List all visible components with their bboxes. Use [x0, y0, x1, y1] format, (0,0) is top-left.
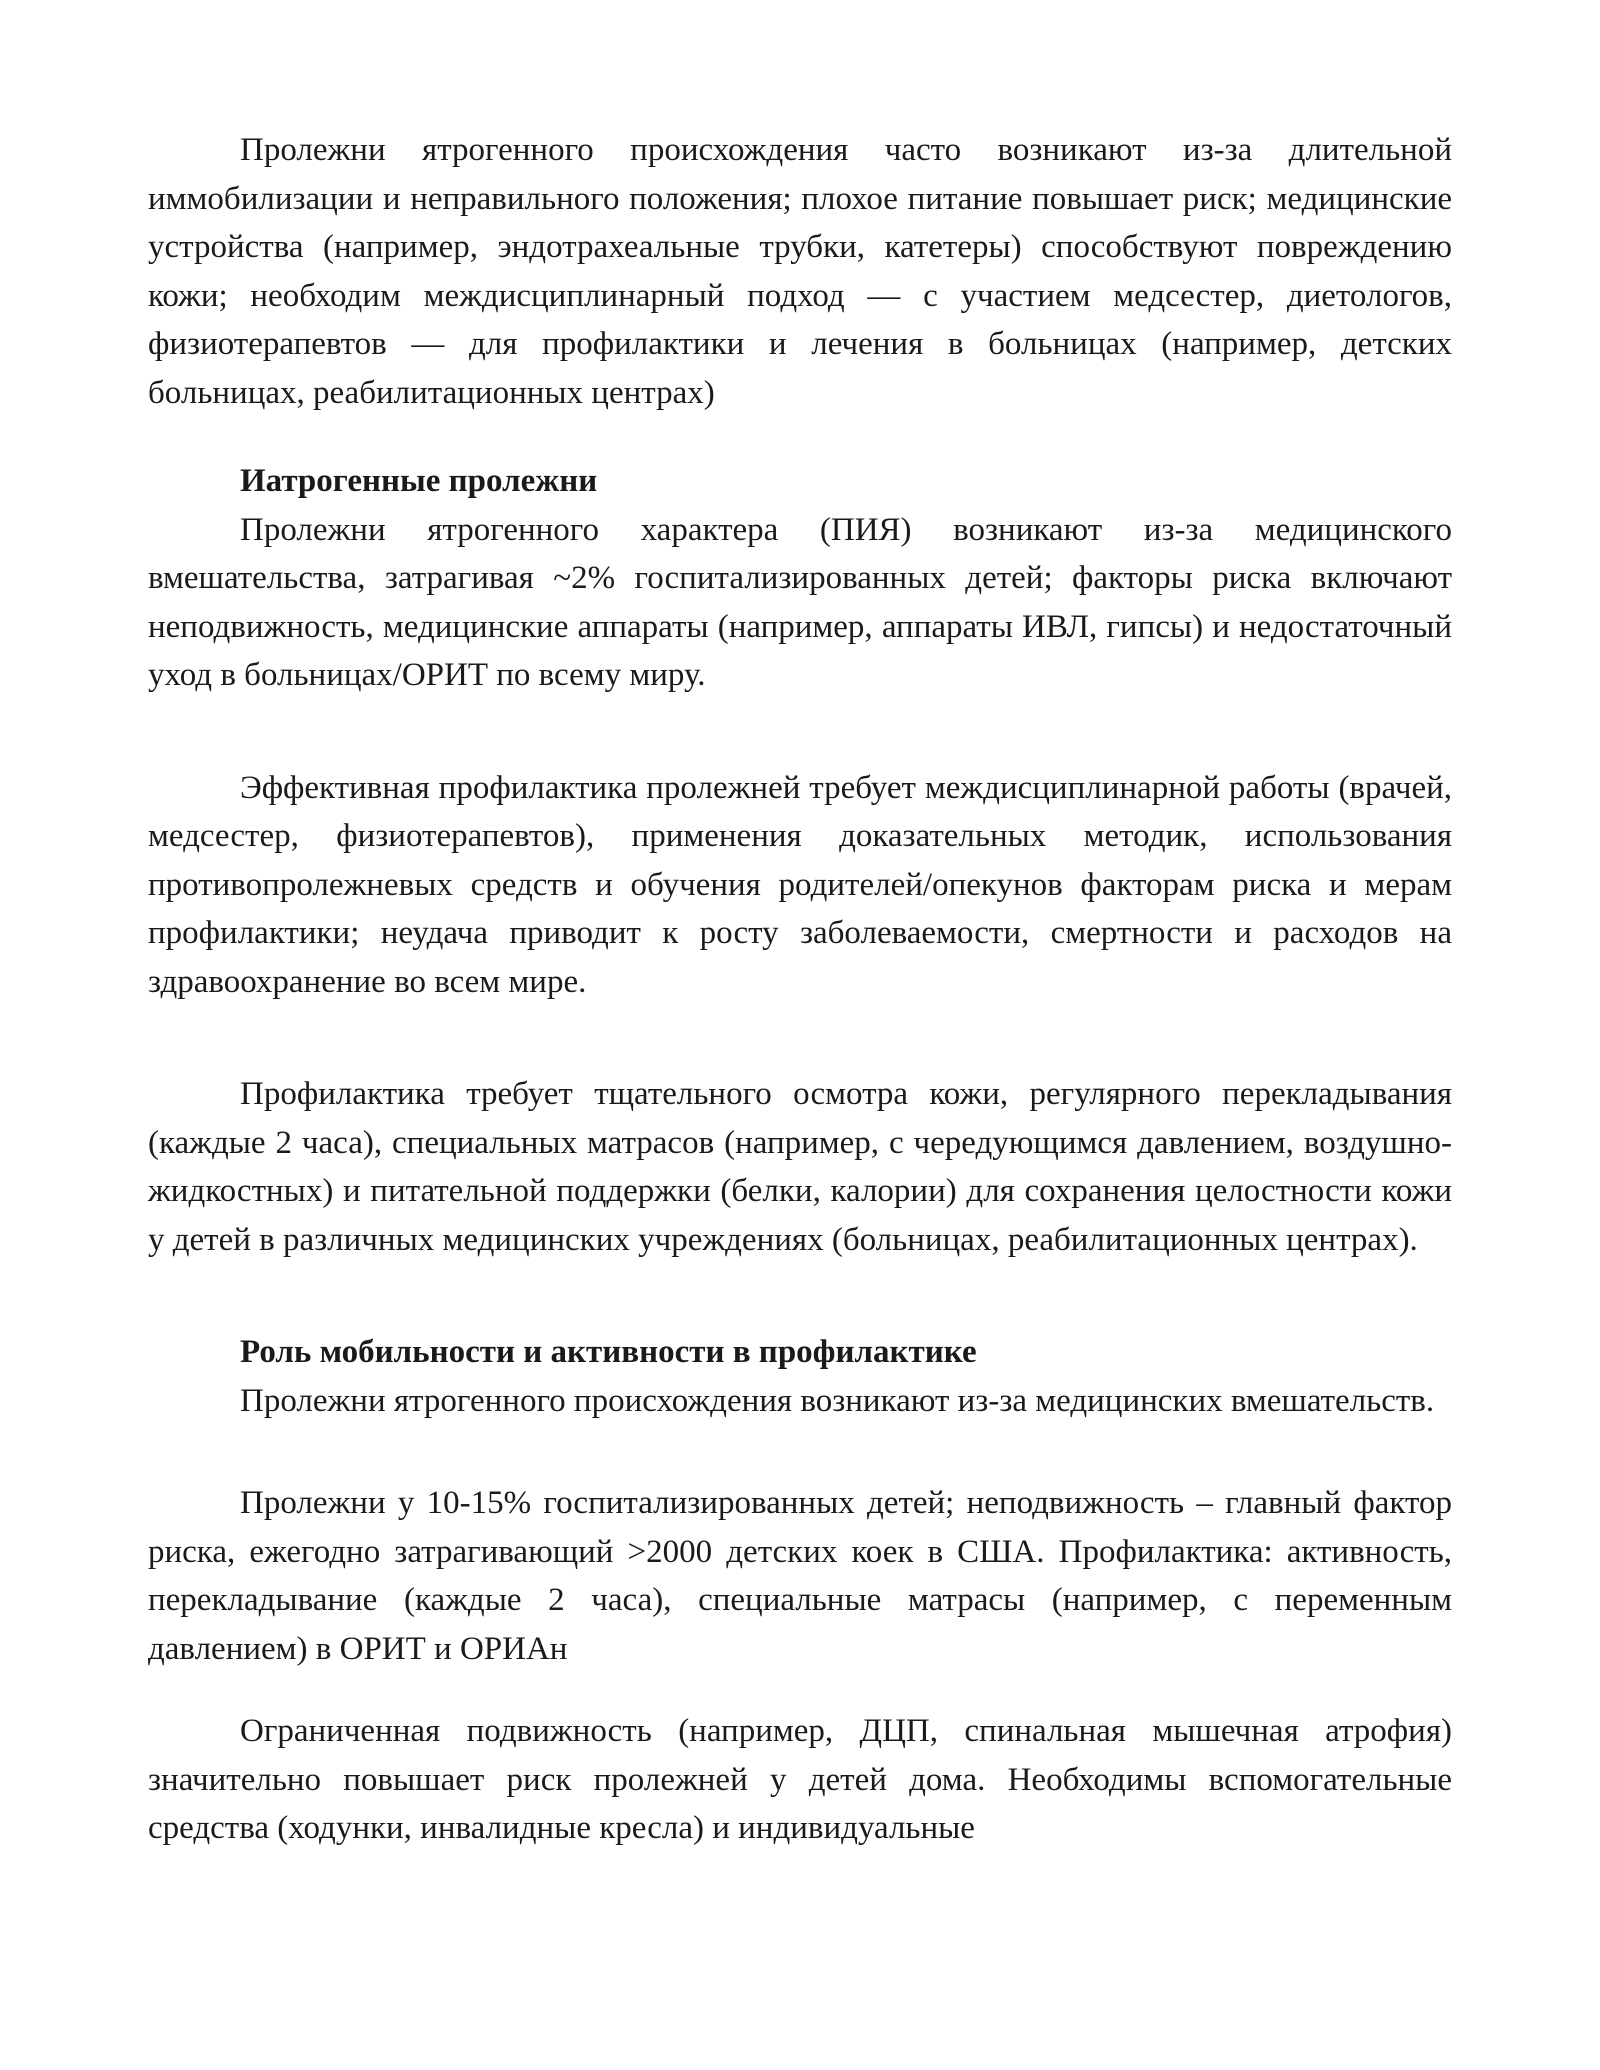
paragraph-iatrogenic-causes: Пролежни ятрогенного происхождения часто возникают из-за длительной иммобилизации и неправильного положения; плохое питание повышает риск; медицинские устройства (например, эндотрахеальные трубки, катетеры) способствуют повреждению кожи; необходим междисциплинарный подход — с участием медсестер, диетологов, физиотерапевтов — для профилактики и лечения в больницах (например, детских больницах, реабилитационных центрах) [148, 132, 1452, 411]
paragraph-limited-mobility: Ограниченная подвижность (например, ДЦП, спинальная мышечная атрофия) значительно повышает риск пролежней у детей дома. Необходимы вспомогательные средства (ходунки, инвалидные кресла) и индивидуальные [148, 1713, 1452, 1846]
section-heading-mobility-role: Роль мобильности и активности в профилактике [240, 1334, 977, 1370]
paragraph-iatrogenic-definition: Пролежни ятрогенного характера (ПИЯ) возникают из-за медицинского вмешательства, затрагивая ~2% госпитализированных детей; факторы риска включают неподвижность, медицинские аппараты (например, аппараты ИВЛ, гипсы) и недостаточный уход в больницах/ОРИТ по всему миру. [148, 511, 1452, 693]
paragraph-hospitalized-children: Пролежни у 10-15% госпитализированных детей; неподвижность – главный фактор риска, ежегодно затрагивающий >2000 детских коек в США. Профилактика: активность, перекладывание (каждые 2 часа), специальные матрасы (например, с переменным давлением) в ОРИТ и ОРИАн [148, 1485, 1452, 1667]
section-heading-iatrogenic-pressure-ulcers: Иатрогенные пролежни [240, 463, 598, 499]
paragraph-medical-interventions: Пролежни ятрогенного происхождения возникают из-за медицинских вмешательств. [240, 1382, 1435, 1419]
paragraph-prevention-measures: Профилактика требует тщательного осмотра кожи, регулярного перекладывания (каждые 2 часа), специальных матрасов (например, с чередующимся давлением, воздушно-жидкостных) и питательной поддержки (белки, калории) для сохранения целостности кожи у детей в различных медицинских учреждениях (больницах, реабилитационных центрах). [148, 1076, 1452, 1258]
paragraph-effective-prevention: Эффективная профилактика пролежней требует междисциплинарной работы (врачей, медсестер, физиотерапевтов), применения доказательных методик, использования противопролежневых средств и обучения родителей/опекунов факторам риска и мерам профилактики; неудача приводит к росту заболеваемости, смертности и расходов на здравоохранение во всем мире. [148, 769, 1452, 1000]
document-body [148, 126, 1452, 1853]
